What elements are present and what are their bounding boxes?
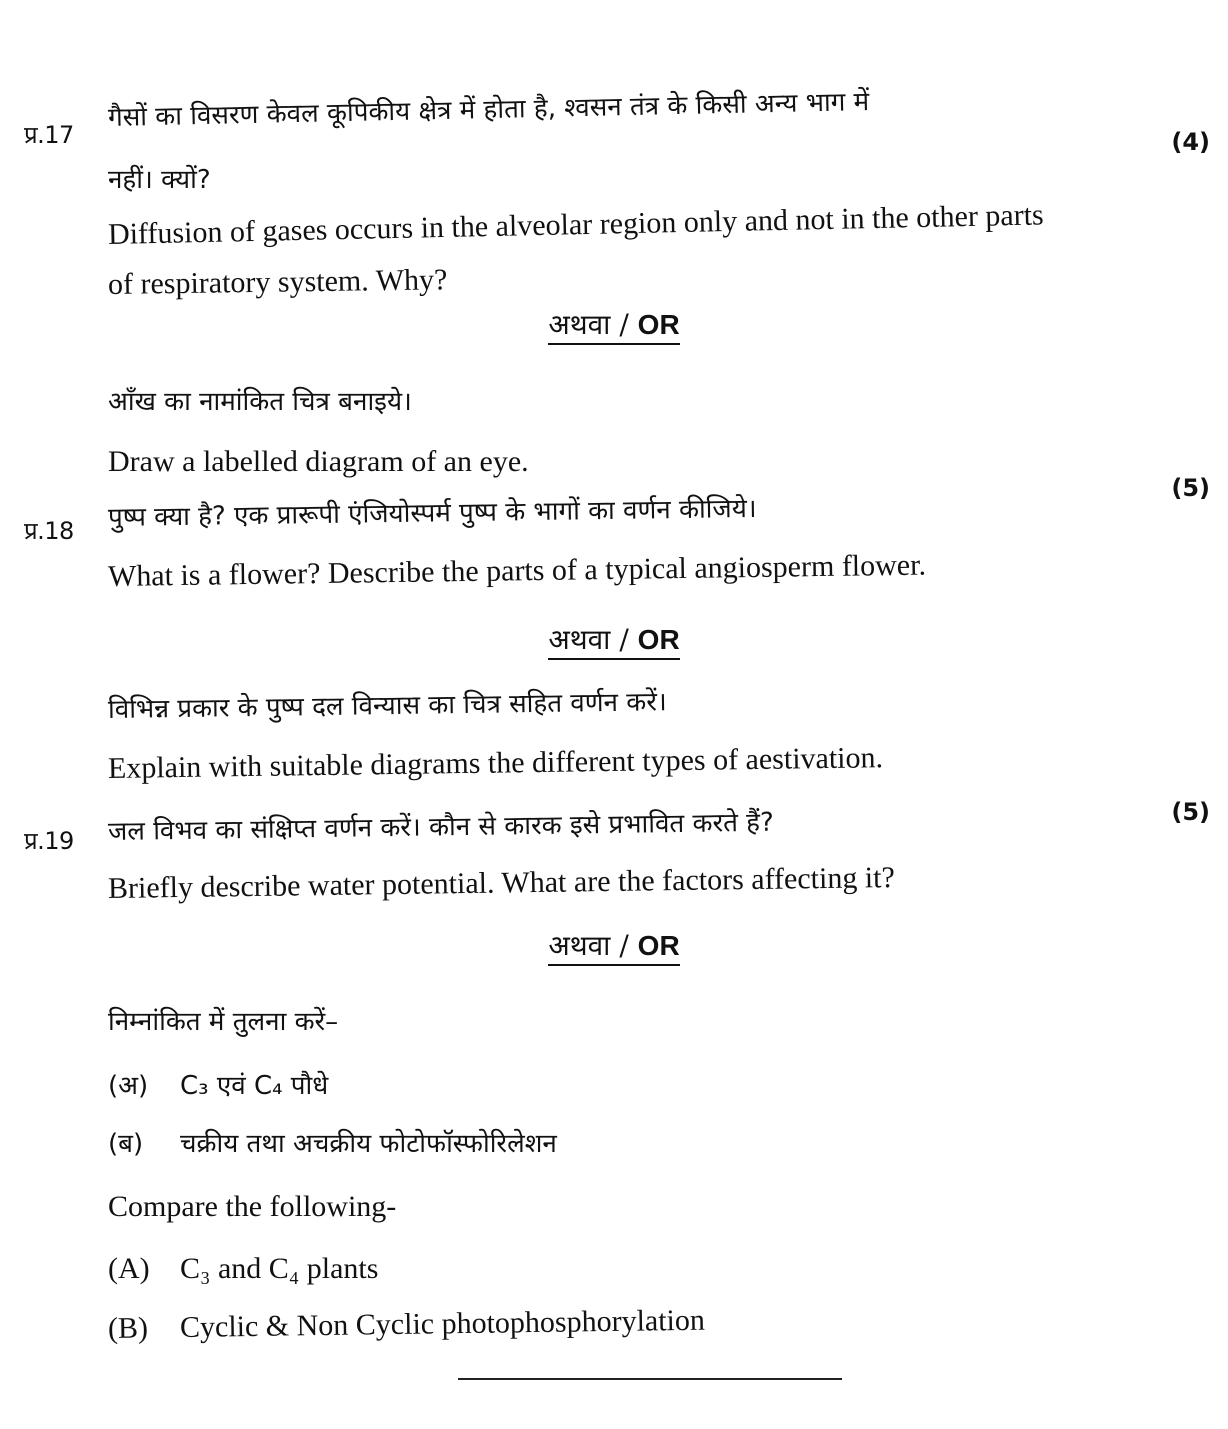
or-english: OR	[637, 624, 680, 655]
question-18-alt-hindi: विभिन्न प्रकार के पुष्प दल विन्यास का चित्र सहित वर्णन करें।	[107, 687, 667, 725]
item-text: C₃ एवं C₄ पौधे	[180, 1071, 329, 1101]
or-separator: /	[610, 308, 638, 341]
question-19-alt-english-item-a	[108, 1252, 378, 1286]
item-label: (अ)	[108, 1071, 149, 1101]
question-17-alt-hindi: आँख का नामांकित चित्र बनाइये।	[108, 387, 412, 417]
question-19-alt-hindi-item-b	[108, 1124, 557, 1160]
or-separator: /	[610, 623, 638, 656]
question-19-alt-hindi-intro: निम्नांकित में तुलना करें–	[108, 1007, 339, 1037]
item-label: (B)	[107, 1311, 149, 1345]
question-17-number: प्र.17	[24, 121, 74, 149]
question-17-english-line1: Diffusion of gases occurs in the alveolar region only and not in the other parts	[107, 198, 1045, 251]
or-english: OR	[637, 930, 680, 961]
item-text: C₃ and C₄ plants	[180, 1252, 379, 1285]
question-17-hindi-line1: गैसों का विसरण केवल कूपिकीय क्षेत्र में होता है, श्वसन तंत्र के किसी अन्य भाग में	[107, 87, 870, 133]
or-english: OR	[637, 309, 680, 340]
or-separator: /	[610, 929, 638, 962]
question-19-alt-english-item-b	[108, 1304, 705, 1346]
question-19-marks: (5)	[1171, 798, 1210, 826]
question-19-or-label	[548, 929, 679, 966]
question-17-marks: (4)	[1171, 128, 1210, 156]
or-hindi: अथवा	[548, 623, 611, 656]
item-label: (A)	[108, 1252, 150, 1285]
or-hindi: अथवा	[548, 929, 611, 962]
item-label: (ब)	[108, 1129, 144, 1159]
question-19-alt-english-intro: Compare the following-	[108, 1190, 397, 1223]
question-19-or-divider	[0, 926, 1228, 964]
question-18-or-divider	[0, 620, 1228, 658]
question-19-hindi: जल विभव का संक्षिप्त वर्णन करें। कौन से कारक इसे प्रभावित करते हैं?	[107, 807, 775, 847]
item-text: Cyclic & Non Cyclic photophosphorylation	[179, 1303, 706, 1344]
question-18-hindi: पुष्प क्या है? एक प्रारूपी एंजियोस्पर्म पुष्प के भागों का वर्णन कीजिये।	[107, 493, 757, 533]
question-18-number: प्र.18	[24, 517, 74, 545]
question-18-marks: (5)	[1171, 474, 1210, 502]
question-18-alt-english: Explain with suitable diagrams the different types of aestivation.	[107, 741, 884, 785]
question-19-number: प्र.19	[24, 827, 74, 855]
question-19-alt-hindi-item-a	[108, 1066, 328, 1102]
question-17-alt-english: Draw a labelled diagram of an eye.	[108, 445, 529, 478]
item-text: चक्रीय तथा अचक्रीय फोटोफॉस्फोरिलेशन	[180, 1129, 557, 1159]
question-18-english: What is a flower? Describe the parts of a typical angiosperm flower.	[107, 548, 927, 593]
question-19-english: Briefly describe water potential. What are the factors affecting it?	[107, 861, 896, 905]
question-18-or-label	[548, 623, 679, 660]
question-17-english-line2: of respiratory system. Why?	[107, 263, 448, 301]
question-17-or-label	[548, 308, 679, 345]
question-17-or-divider	[0, 305, 1228, 343]
or-hindi: अथवा	[548, 308, 611, 341]
question-17-hindi-line2: नहीं। क्यों?	[108, 165, 211, 195]
end-of-page-rule	[458, 1378, 842, 1380]
